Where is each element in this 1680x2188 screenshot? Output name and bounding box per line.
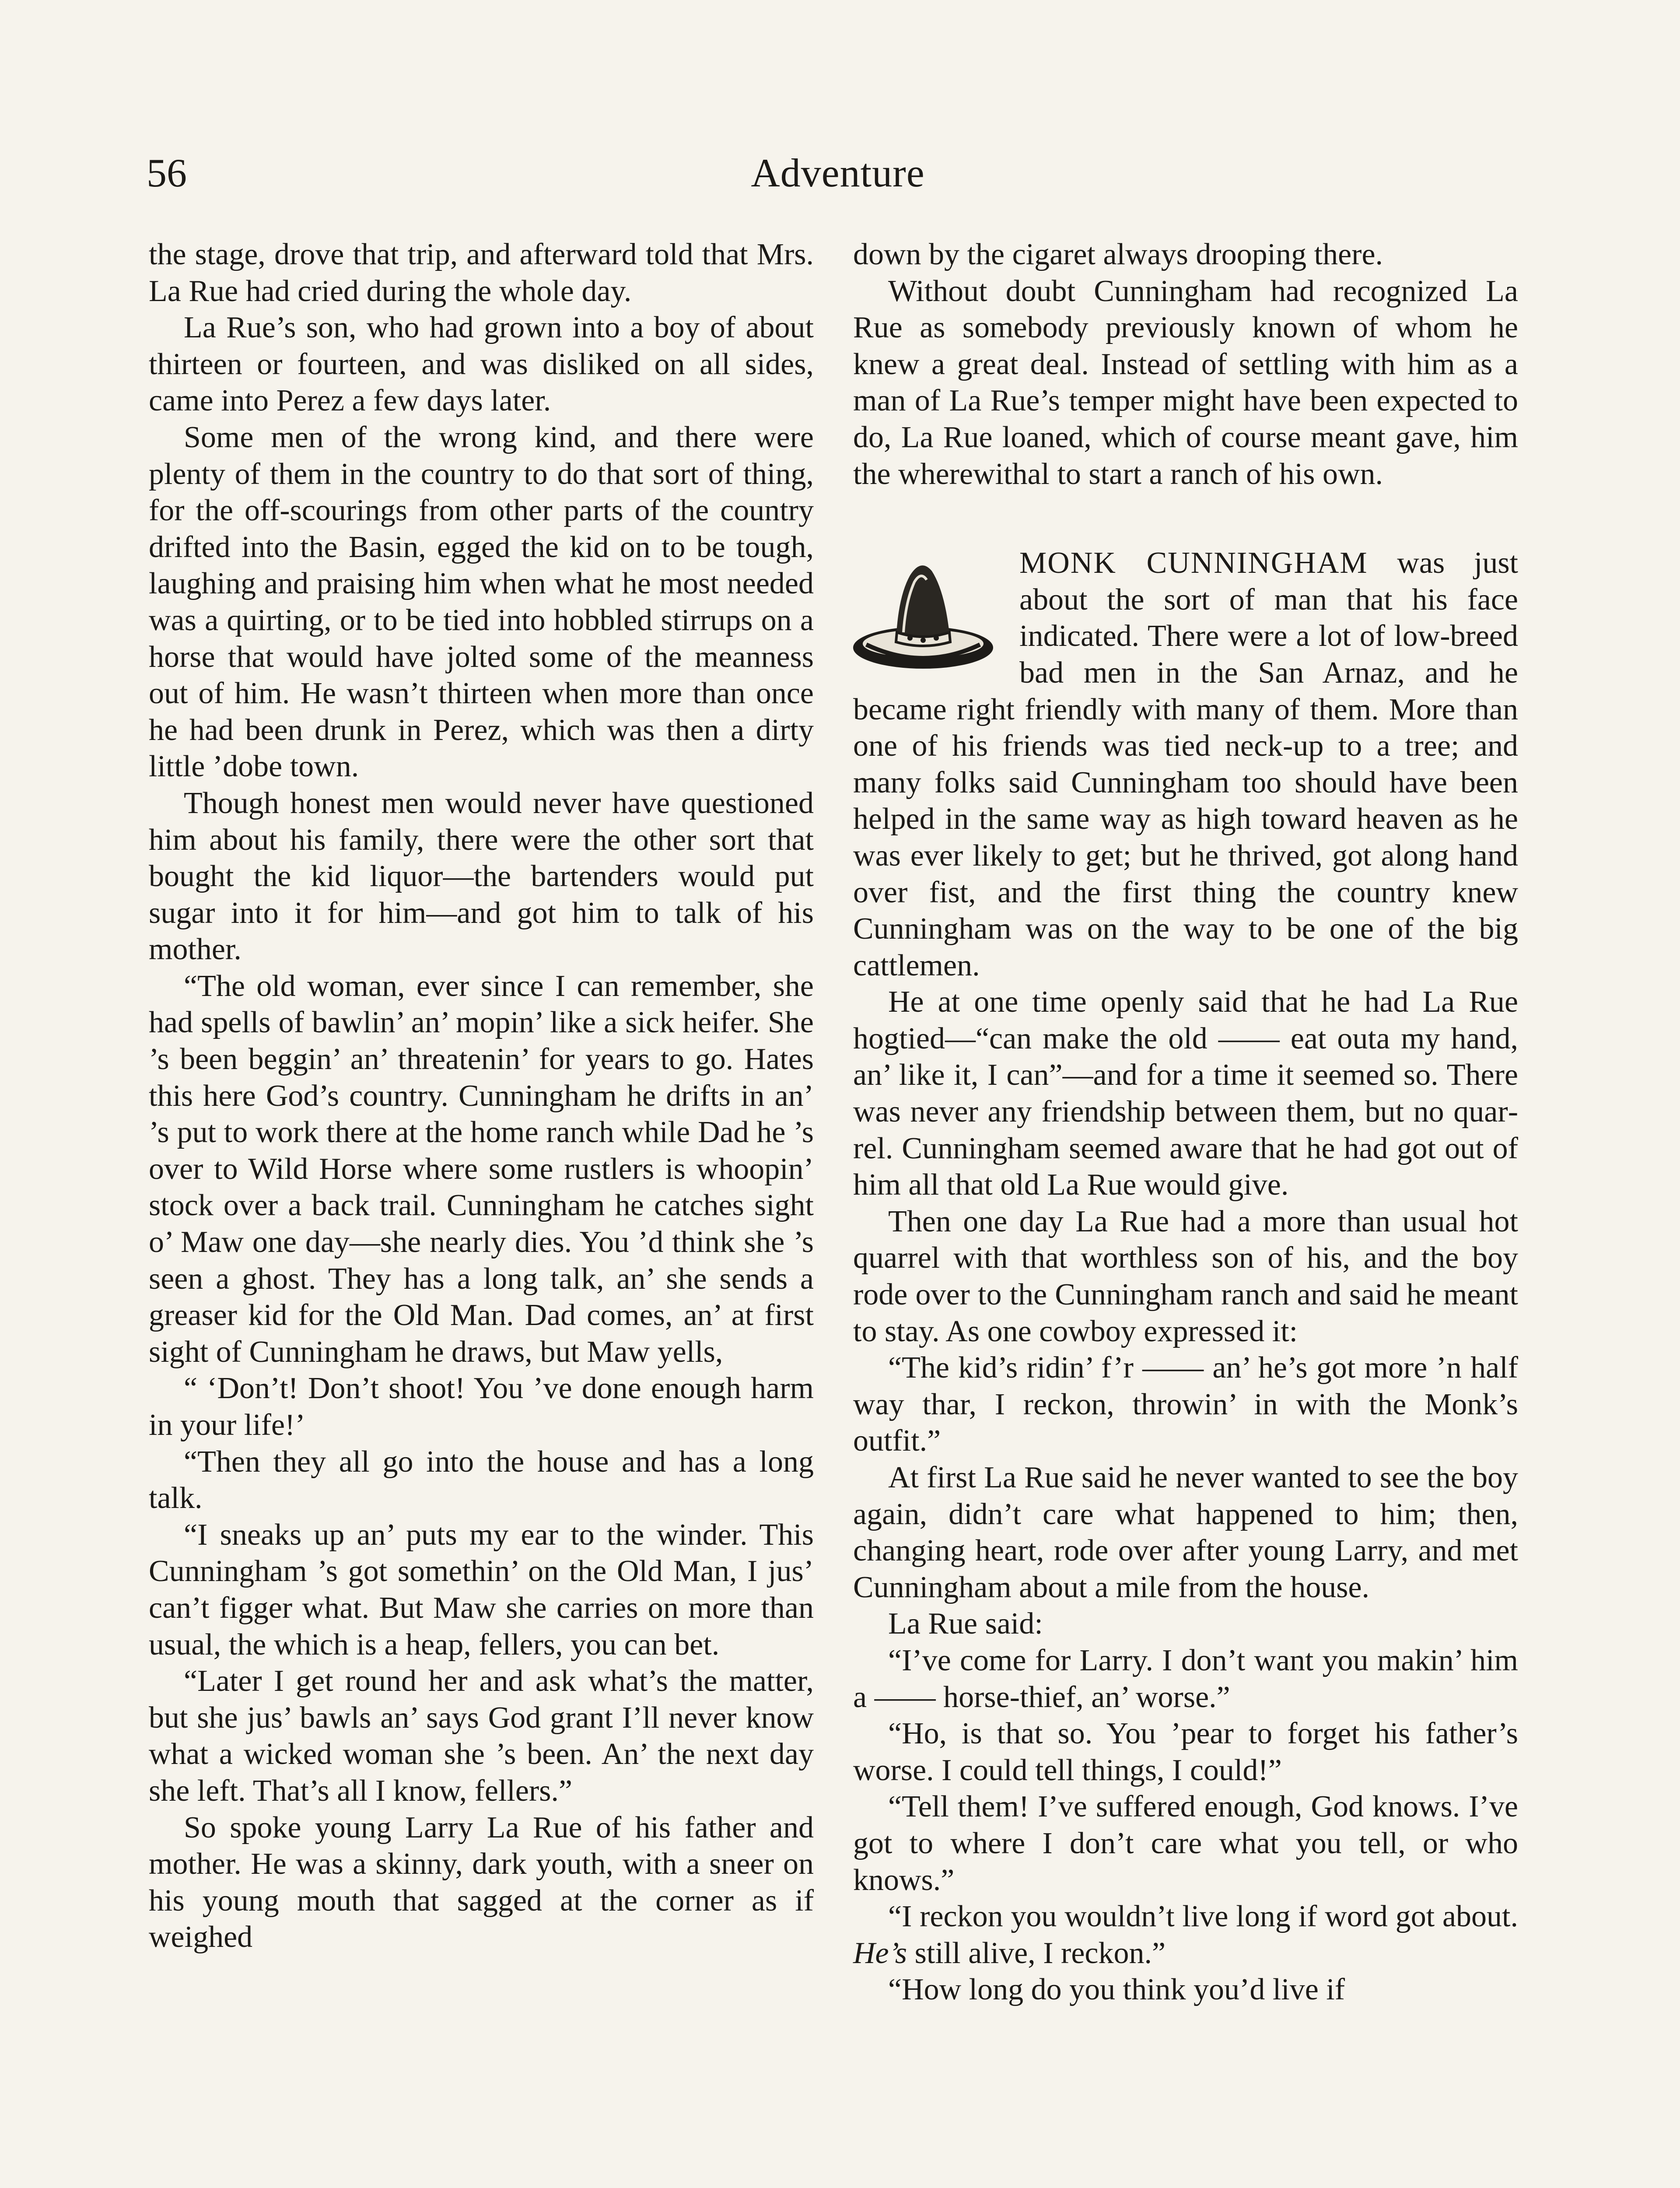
section-break: [853, 492, 1518, 545]
paragraph: the stage, drove that trip, and afterward told that Mrs. La Rue had cried during the whole day.: [149, 238, 814, 308]
right-column: [853, 236, 1518, 2008]
lead-caps: MONK CUNNINGHAM: [1019, 546, 1368, 580]
running-title: Adventure: [751, 151, 925, 195]
paragraph: “Ho, is that so. You ’pear to forget his father’s worse. I could tell things, I could!”: [853, 1717, 1518, 1787]
paragraph: down by the cigaret always drooping there.: [853, 238, 1383, 271]
paragraph: “The kid’s ridin’ f’r —— an’ he’s got more ’n half way thar, I reckon, throwin’ in with the Monk’s outfit.”: [853, 1351, 1518, 1458]
paragraph: At first La Rue said he never wanted to see the boy again, didn’t care what happened to him; then, changing heart, rode over after young Larry, and met Cunningham about a mile from the house.: [853, 1461, 1518, 1604]
paragraph: “I sneaks up an’ puts my ear to the winder. This Cunningham ’s got somethin’ on the Old Man, I jus’ can’t figger what. But Maw she carries on more than usual, the which is a heap, fellers, you can bet.: [149, 1518, 814, 1662]
paragraph: “Tell them! I’ve suffered enough, God knows. I’ve got to where I don’t care what you tell, or who knows.”: [853, 1790, 1518, 1897]
paragraph: Though honest men would never have questioned him about his family, there were the other sort that bought the kid liquor—the bartenders would put sugar into it for him—and got him to talk of his mother.: [149, 786, 814, 967]
section-opening: [853, 545, 1518, 984]
paragraph: “Then they all go into the house and has a long talk.: [149, 1445, 814, 1515]
paragraph: La Rue’s son, who had grown into a boy of about thirteen or fourteen, and was disliked on all sides, came into Perez a few days later.: [149, 311, 814, 418]
left-column: [149, 236, 814, 1956]
paragraph: La Rue said:: [888, 1607, 1043, 1641]
paragraph: Without doubt Cunningham had recognized La Rue as somebody previously known of whom he knew a great deal. Instead of settling with him as a man of La Rue’s temper might have been expected to do, La Rue loaned, which of course meant gave, him the wherewithal to start a ranch of his own.: [853, 274, 1518, 491]
lead-text: was just about the sort of man that his face indicated. There were a lot of low-breed bad men in the San Arnaz, and he became right friendly with many of them. More than one of his friends was tied neck-up to a tree; and many folks said Cunningham too should have been helped in the same way as high toward heaven as he was ever likely to get; but he thrived, got along hand over fist, and the first thing the country knew Cunningham was on the way to be one of the big cattlemen.: [853, 546, 1518, 982]
paragraph: “I reckon you wouldn’t live long if word got about. He’s still alive, I reckon.”: [853, 1900, 1518, 1970]
paragraph: “ ‘Don’t! Don’t shoot! You ’ve done enough harm in your life!’: [149, 1371, 814, 1442]
sombrero-icon: [853, 545, 1006, 689]
paragraph: “The old woman, ever since I can remember, she had spells of bawlin’ an’ mopin’ like a sick heifer. She ’s been beggin’ an’ threatenin’ for years to go. Hates this here God’s country. Cunningham he drifts in an’ ’s put to work there at the home ranch while Dad he ’s over to Wild Horse where some rustlers is whoopin’ stock over a back trail. Cunningham he catches sight o’ Maw one day—she nearly dies. You ’d think she ’s seen a ghost. They has a long talk, an’ she sends a greaser kid for the Old Man. Dad comes, an’ at first sight of Cunningham he draws, but Maw yells,: [149, 969, 814, 1369]
paragraph: “How long do you think you’d live if: [888, 1973, 1345, 2007]
paragraph: “I’ve come for Larry. I don’t want you makin’ him a —— horse-thief, an’ worse.”: [853, 1643, 1518, 1714]
paragraph: Then one day La Rue had a more than usual hot quarrel with that worthless son of his, and the boy rode over to the Cunningham ranch and said he meant to stay. As one cowboy expressed it:: [853, 1204, 1518, 1348]
paragraph: “Later I get round her and ask what’s the matter, but she jus’ bawls an’ says God grant I’ll never know what a wicked woman she ’s been. An’ the next day she left. That’s all I know, fellers.”: [149, 1664, 814, 1808]
page-number: 56: [147, 151, 187, 195]
paragraph: Some men of the wrong kind, and there were plenty of them in the country to do that sort of thing, for the off-scourings from other parts of the country drifted into the Basin, egged the kid on to be tough, laughing and praising him when what he most needed was a quirting, or to be tied into hobbled stirrups on a horse that would have jolted some of the meanness out of him. He wasn’t thirteen when more than once he had been drunk in Perez, which was then a dirty little ’dobe town.: [149, 420, 814, 784]
paragraph: He at one time openly said that he had La Rue hogtied—“can make the old —— eat outa my hand, an’ like it, I can”—and for a time it seemed so. There was never any friendship between them, but no quarrel. Cunningham seemed aware that he had got out of him all that old La Rue would give.: [853, 985, 1518, 1202]
paragraph: So spoke young Larry La Rue of his father and mother. He was a skinny, dark youth, with a sneer on his young mouth that sagged at the corner as if weighed: [149, 1810, 814, 1954]
page-header: [147, 144, 1529, 201]
emphasis: He’s: [853, 1936, 907, 1970]
